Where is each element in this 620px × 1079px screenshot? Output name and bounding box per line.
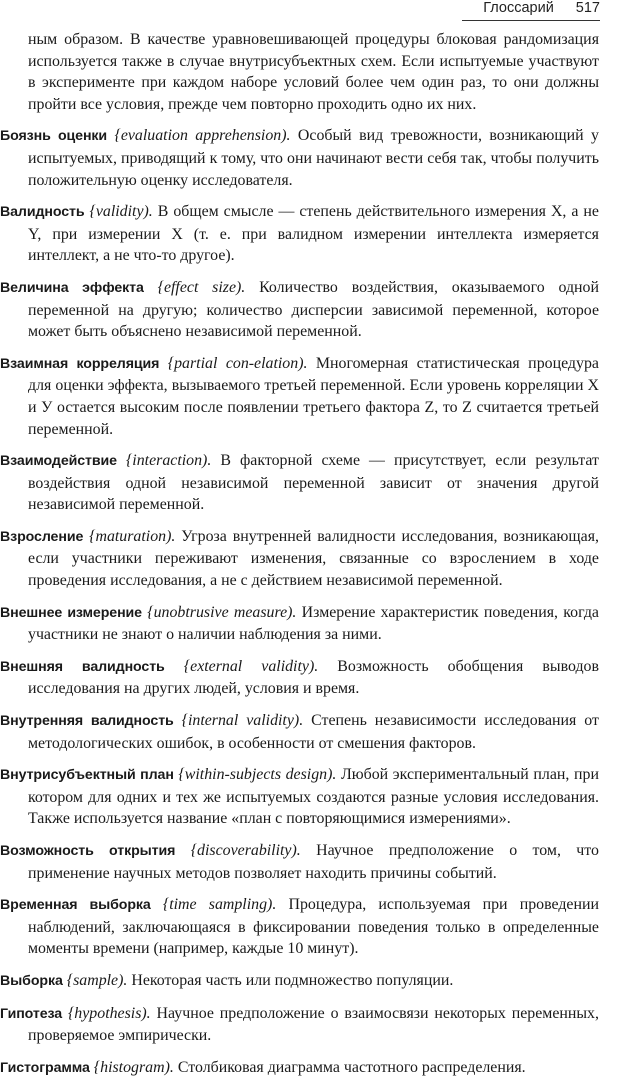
entry-english-term: {partial con-elation). [167,354,308,372]
entry-term: Возможность открытия [0,843,176,859]
entry-definition: В общем смысле — степень действительного измерения X, а не Y, при измерении X (т. е. при валидном измерении интеллекта измеряется интеллект, а не что-то другое). [28,203,599,265]
glossary-entry [0,970,599,993]
glossary-entry [0,764,599,830]
entry-definition: Научное предположение о взаимосвязи некоторых переменных, проверяемое эмпирически. [28,1004,599,1045]
entry-term: Внешняя валидность [0,658,165,675]
entry-term: Выборка [0,972,63,989]
entry-english-term: {evaluation apprehension). [114,127,291,145]
entry-english-term: {validity). [89,203,153,221]
header-rule [462,20,600,21]
entry-definition: Процедура, используемая при проведении наблюдений, заключающаяся в фиксировании поведения только в определенные моменты времени (например, каждые 10 минут). [28,896,600,958]
entry-english-term: {histogram). [93,1058,174,1076]
entry-english-term: {unobtrusive measure). [147,603,297,621]
page-number: 517 [575,0,600,16]
entry-definition: Многомерная статистическая процедура для оценки эффекта, вызываемого третьей переменной. Если уровень корреляции X и У остается высоким после появлении третьего фактора Z, то Z считается третьей переменной. [28,354,599,438]
entry-definition: Количество воздействия, оказываемого одной переменной на другую; количество дисперсии зависимой переменной, которое может быть объяснено независимой переменной. [28,278,600,341]
entry-term: Величина эффекта [0,279,144,296]
entry-term: Взросление [0,528,84,545]
glossary-entry [0,656,599,700]
entry-term: Гистограмма [0,1059,90,1076]
entry-english-term: {hypothesis). [67,1004,151,1022]
entry-english-term: {effect size). [157,278,246,296]
glossary-entry [0,1057,599,1079]
glossary-content [0,29,620,1079]
entry-definition: Измерение характеристик поведения, когда участники не знают о наличии наблюдения за ними. [28,603,599,644]
glossary-entry [0,1003,599,1047]
entry-english-term: {external validity). [183,657,319,675]
continued-paragraph: ным образом. В качестве уравновешивающей процедуры блоковая рандомизация используется также в случае внутрисубъектных схем. Если испытуемые участвуют в эксперименте при каждом наборе условий более чем один раз, то они должны пройти все условия, прежде чем повторно проходить одно их них. [28,31,599,113]
glossary-entry [0,602,599,646]
glossary-entry [0,201,599,267]
entry-english-term: {interaction). [125,452,212,470]
running-header [0,0,620,21]
glossary-entry [0,125,599,191]
entry-term: Взаимодействие [0,453,117,470]
entry-term: Внутренняя валидность [0,713,174,730]
glossary-entry [0,450,600,516]
glossary-entry [0,840,599,884]
entry-term: Взаимная корреляция [0,355,160,372]
entry-english-term: {discoverability). [190,842,301,859]
glossary-entries [0,125,620,1079]
entry-term: Валидность [0,204,85,221]
entry-definition: Любой экспериментальный план, при котором для одних и тех же испытуемых создаются разные условия исследования. Также используется название «план с повторяющимися измерениями». [28,766,599,828]
entry-english-term: {time sampling). [162,896,277,914]
entry-term: Гипотеза [0,1005,63,1022]
entry-english-term: {internal validity). [181,712,304,730]
entry-definition: Угроза внутренней валидности исследования, возникающая, если участники переживают изменения, связанные со взрослением в ходе проведения исследования, а не с действием независимой переменной. [28,527,599,590]
entry-term: Боязнь оценки [0,128,108,145]
glossary-entry [0,894,600,960]
entry-definition: Степень независимости исследования от методологических ошибок, в особенности от смешения факторов. [28,712,599,752]
entry-term: Внешнее измерение [0,604,142,621]
entry-term: Внутрисубъектный план [0,767,174,784]
entry-definition: В факторной схеме — присутствует, если результат воздействия одной независимой переменной зависит от значения другой независимой переменной. [28,452,600,514]
entry-term: Временная выборка [0,897,151,914]
glossary-entry [0,353,599,440]
glossary-entry [0,526,599,592]
entry-definition: Особый вид тревожности, возникающий у испытуемых, приводящий к тому, что они начинают вести себя так, чтобы получить положительную оценку исследователя. [28,127,599,189]
entry-definition: Научное предположение о том, что применение научных методов позволяет находить причины событий. [28,842,599,882]
entry-definition: Возможность обобщения выводов исследования на других людей, условия и время. [28,657,599,698]
entry-english-term: {sample). [66,971,128,989]
glossary-entry [0,710,599,754]
entry-english-term: {maturation). [89,527,176,545]
entry-definition: Некоторая часть или подмножество популяции. [131,971,454,989]
glossary-entry [0,277,600,343]
section-title: Глоссарий [483,0,554,16]
entry-english-term: {within-subjects design). [178,766,337,784]
entry-definition: Столбиковая диаграмма частотного распределения. [177,1058,526,1076]
